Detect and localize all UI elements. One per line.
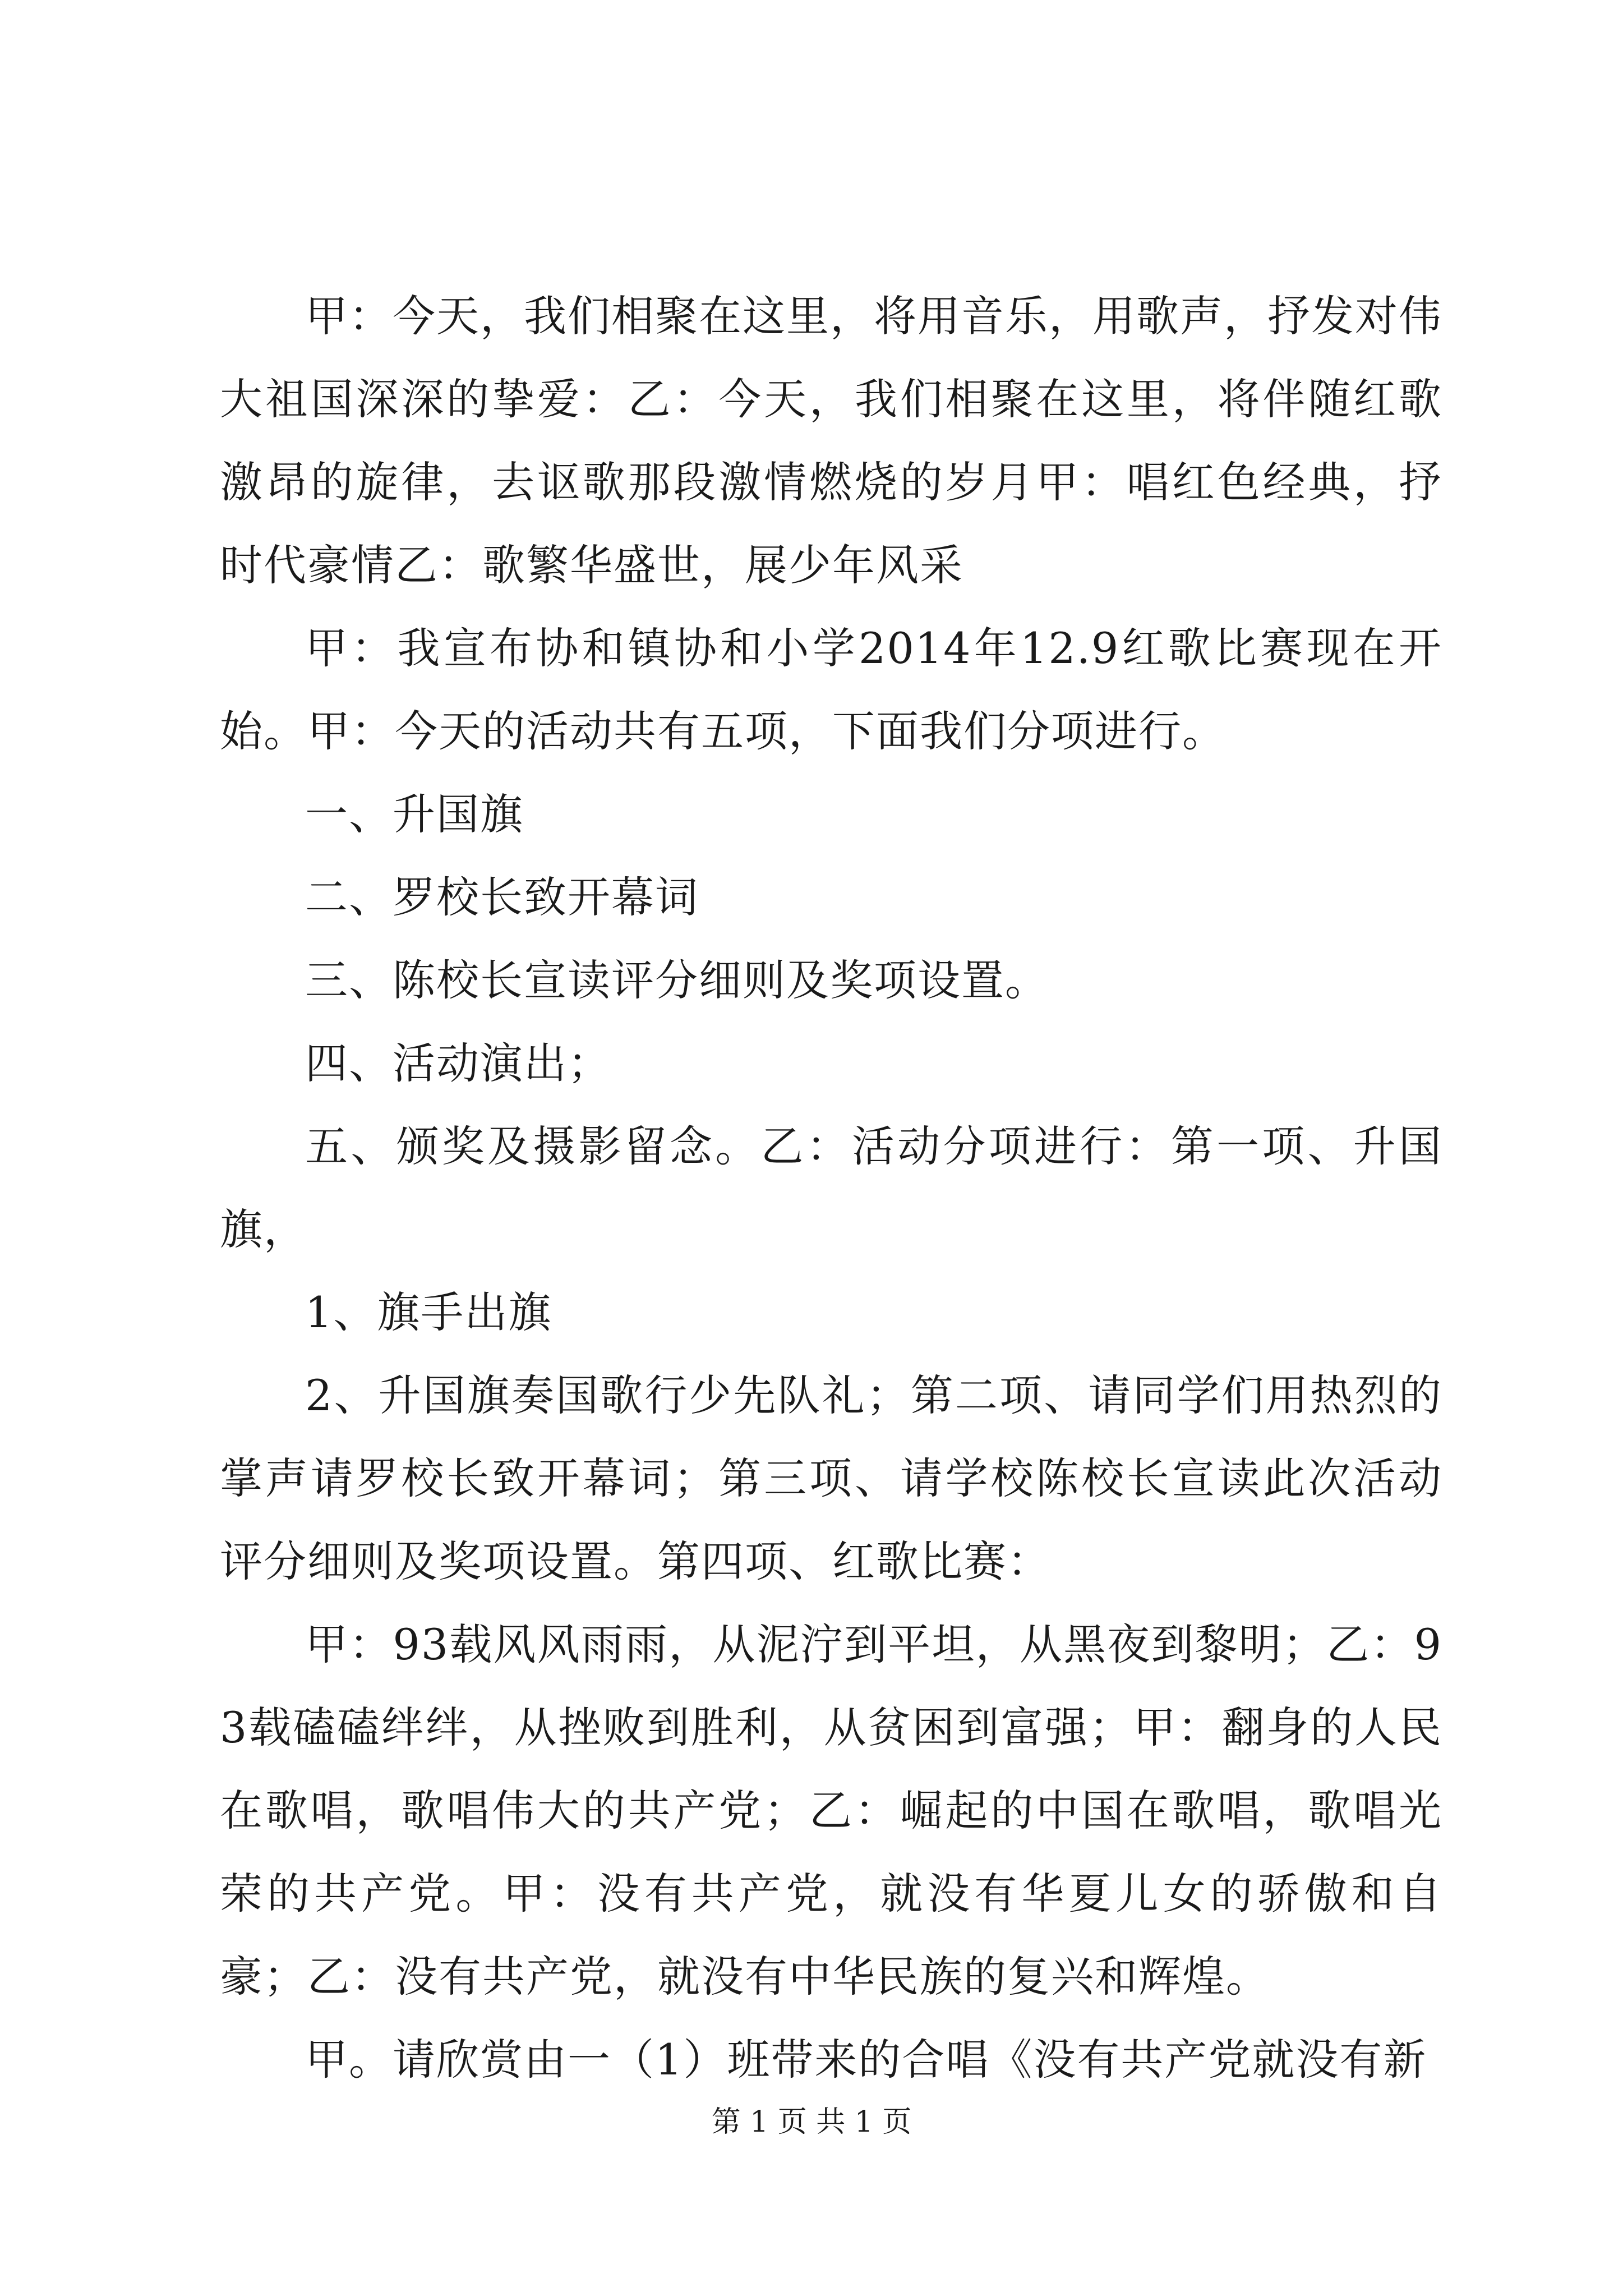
paragraph-announcement: 甲：我宣布协和镇协和小学2014年12.9红歌比赛现在开始。甲：今天的活动共有五项，下面我们分项进行。	[220, 623, 1442, 756]
page-footer: 第 1 页 共 1 页	[711, 2105, 912, 2139]
agenda-item-5: 五、颁奖及摄影留念。乙：活动分项进行：第一项、升国旗，	[220, 1121, 1442, 1254]
paragraph-opening: 甲：今天，我们相聚在这里，将用音乐，用歌声，抒发对伟大祖国深深的挚爱：乙：今天，我们相聚在这里，将伴随红歌激昂的旋律，去讴歌那段激情燃烧的岁月甲：唱红色经典，抒时代豪情乙：歌繁华盛世，展少年风采	[220, 291, 1442, 590]
agenda-item-4: 四、活动演出；	[305, 1038, 611, 1088]
paragraph-performance: 甲。请欣赏由一（1）班带来的合唱《没有共产党就没有新	[305, 2035, 1427, 2085]
document-body	[220, 275, 1442, 2101]
agenda-item-1: 一、升国旗	[305, 789, 524, 839]
agenda-item-2: 二、罗校长致开幕词	[305, 872, 699, 922]
paragraph-dialogue: 甲：93载风风雨雨，从泥泞到平坦，从黑夜到黎明；乙：93载磕磕绊绊，从挫败到胜利，从贫困到富强；甲：翻身的人民在歌唱，歌唱伟大的共产党；乙：崛起的中国在歌唱，歌唱光荣的共产党。甲：没有共产党，就没有华夏儿女的骄傲和自豪；乙：没有共产党，就没有中华民族的复兴和辉煌。	[220, 1619, 1442, 2001]
flag-step-1: 1、旗手出旗	[305, 1287, 552, 1337]
flag-step-2: 2、升国旗奏国歌行少先队礼；第二项、请同学们用热烈的掌声请罗校长致开幕词；第三项、请学校陈校长宣读此次活动评分细则及奖项设置。第四项、红歌比赛：	[220, 1370, 1442, 1586]
agenda-item-3: 三、陈校长宣读评分细则及奖项设置。	[305, 955, 1049, 1005]
